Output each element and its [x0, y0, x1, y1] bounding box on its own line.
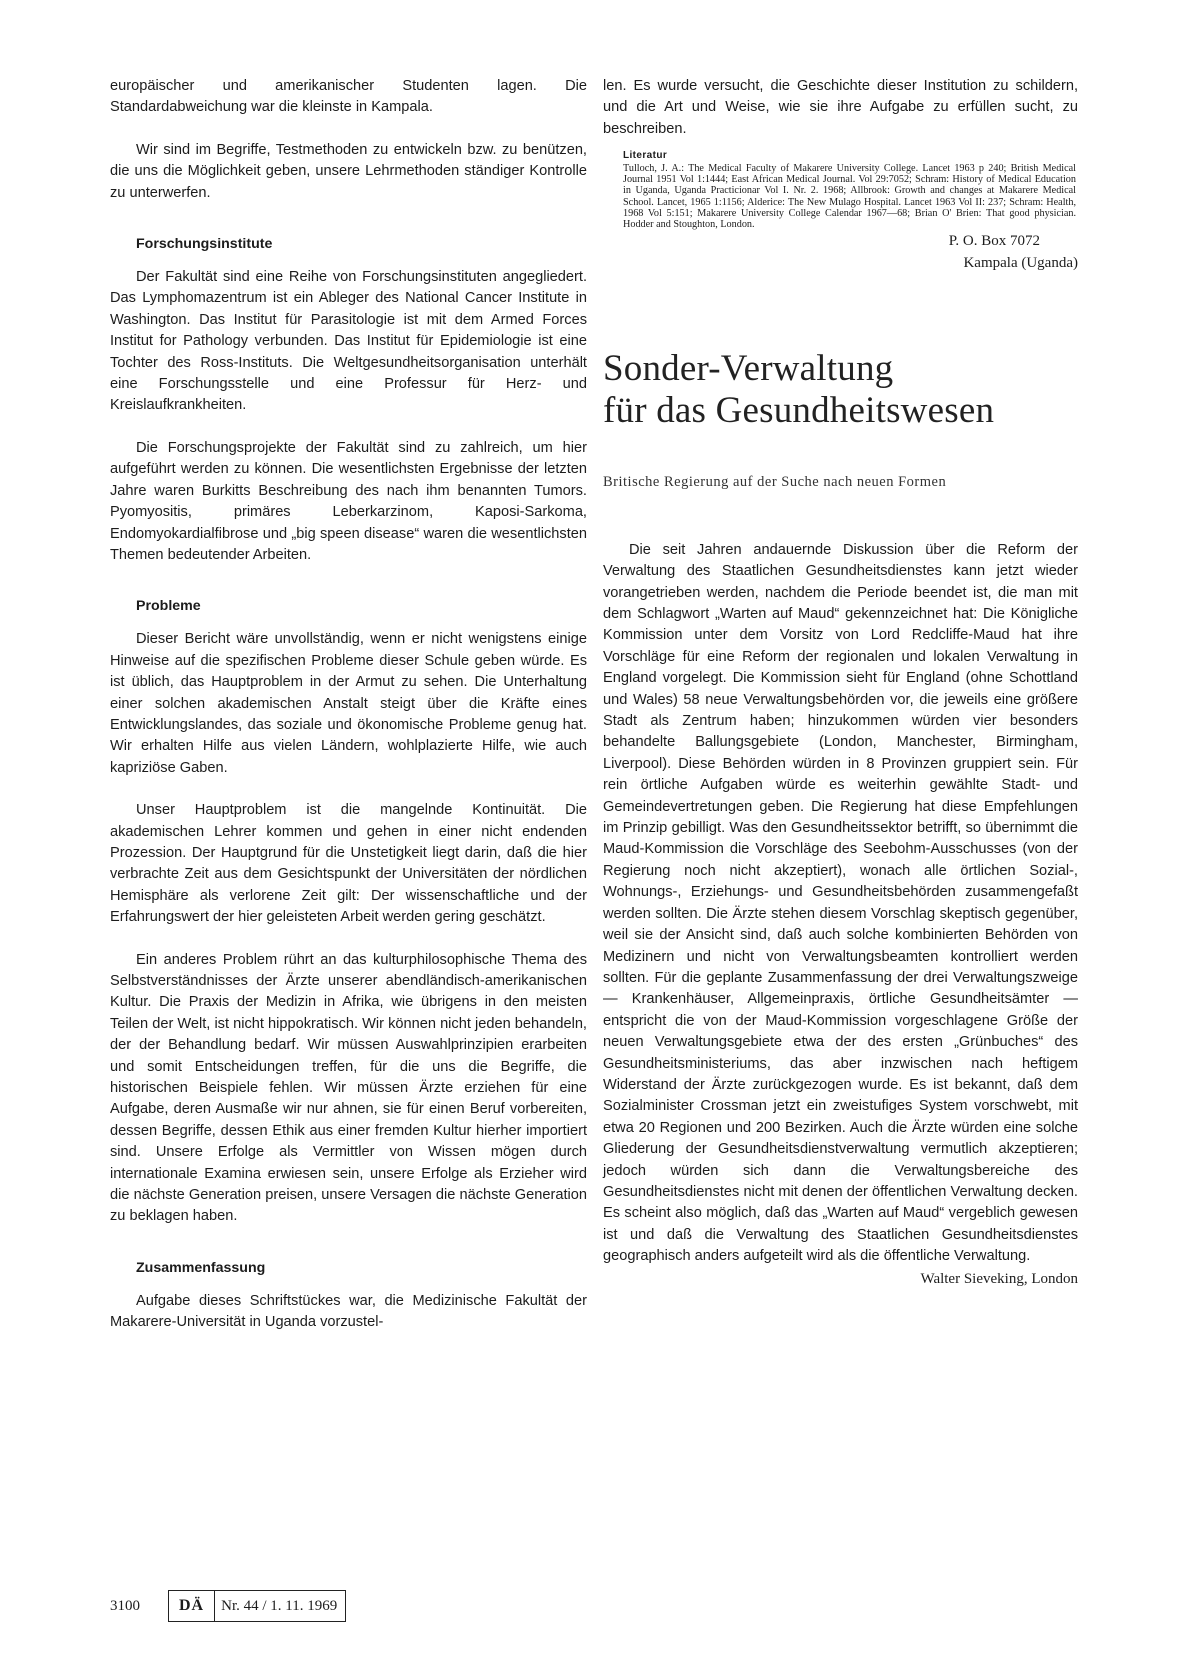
- section-heading-zusammenfassung: Zusammenfassung: [136, 1259, 266, 1276]
- headline-line-2: für das Gesundheitswesen: [603, 389, 995, 431]
- right-column: [603, 76, 1078, 1290]
- issue-info: Nr. 44 / 1. 11. 1969: [221, 1597, 338, 1614]
- paragraph-zusammenfassung: Aufgabe dieses Schriftstückes war, die Medizinische Fakultät der Makarere-Universität in Uganda vorzustel-: [110, 1292, 587, 1331]
- paragraph-continuation: europäischer und amerikanischer Studenten lagen. Die Standardabweichung war die kleinste in Kampala.: [110, 78, 587, 116]
- address-line-2: Kampala (Uganda): [963, 254, 1078, 271]
- page-footer: [110, 1590, 346, 1622]
- paragraph-forschungsinstitute: Der Fakultät sind eine Reihe von Forschungsinstituten angegliedert. Das Lymphomazentrum ist ein Ableger des National Cancer Institute in Washington. Das Institut für Parasitologie ist mit dem Armed Forces Institut for Pathology verbunden. Das Institut für Epidemiologie ist eine Tochter des Ross-Instituts. Die Weltgesundheitsorganisation unterhält eine Forschungsstelle und eine Professur für Herz- und Kreislaufkrankheiten.: [110, 269, 587, 414]
- headline-line-1: Sonder-Verwaltung: [603, 347, 894, 389]
- journal-logo: DÄ: [169, 1591, 215, 1621]
- article-signature: Walter Sieveking, London: [920, 1270, 1078, 1287]
- journal-box: [168, 1590, 346, 1622]
- literature-references: Tulloch, J. A.: The Medical Faculty of Makarere University College. Lancet 1963 p 240; British Medical Journal 1951 Vol 1:1444; East African Medical Journal. Vol 29:7052; Schram: History of Medical Education in Uganda, Uganda Practicionar Vol I. Nr. 2. 1968; Allbrook: Growth and changes at Makarere Medical School. Lancet, 1965 1:1156; Alderice: The New Mulago Hospital. Lancet 1963 Vol II: 237; Schram: Health, 1968 Vol 5:151; Makarere University College Calendar 1967—68; Brian O' Brien: That good physician. Hodder and Stoughton, London.: [623, 163, 1076, 230]
- literature-heading: Literatur: [623, 150, 668, 162]
- paragraph-kulturphilosophie: Ein anderes Problem rührt an das kulturphilosophische Thema des Selbstverständnisses der Ärzte unserer abendländisch-amerikanischen Kultur. Die Praxis der Medizin in Afrika, wie übrigens in den meisten Teilen der Welt, ist nicht hippokratisch. Wir können nicht jeden behandeln, der der Behandlung bedarf. Wir müssen Auswahlprinzipien erarbeiten und somit Entscheidungen treffen, für die uns die Begriffe, die historischen Beispiele fehlen. Wir müssen Ärzte erziehen für eine Aufgabe, deren Ausmaße wir nur ahnen, sie für einen Beruf vorbereiten, dessen Begriffe, dessen Ethik aus einer fremden Kultur hierher importiert sind. Unsere Erfolge als Vermittler von Wissen mögen durch internationale Examina erwiesen sein, unsere Erfolge als Erzieher wird die nächste Generation preisen, unsere Versagen die nächste Generation zu beklagen haben.: [110, 951, 587, 1225]
- article-body: Die seit Jahren andauernde Diskussion über die Reform der Verwaltung des Staatlichen Gesundheitsdienstes kann jetzt wieder vorangetrieben werden, nachdem die Periode beendet ist, die man mit dem Schlagwort „Warten auf Maud“ gekennzeichnet hat: Die Königliche Kommission unter dem Vorsitz von Lord Redcliffe-Maud hat ihre Vorschläge für eine Reform der regionalen und lokalen Verwaltung in England vorgelegt. Die Kommission sieht für England (ohne Schottland und Wales) 58 neue Verwaltungsbehörden vor, die jeweils eine größere Stadt als Zentrum haben; hinzukommen würden vier besonders behandelte Ballungsgebiete (London, Manchester, Birmingham, Liverpool). Diese Behörden würden in 8 Provinzen gruppiert sein. Für rein örtliche Aufgaben würde es weiterhin gewählte Stadt- und Gemeindevertretungen geben. Die Regierung hat diese Empfehlungen im Prinzip gebilligt. Was den Gesundheitssektor betrifft, so übernimmt die Maud-Kommission die Vorschläge des Seebohm-Ausschusses (von der Regierung noch nicht akzeptiert), wonach alle örtlichen Sozial-, Wohnungs-, Erziehungs- und Gesundheitsbehörden zusammengefaßt werden sollten. Die Ärzte stehen diesem Vorschlag skeptisch gegenüber, weil sie der Ansicht sind, daß auch solche kombinierten Behörden von Medizinern und nicht von Verwaltungsbeamten kontrolliert werden sollten. Für die geplante Zusammenfassung der drei Verwaltungszweige — Krankenhäuser, Allgemeinpraxis, örtliche Gesundheitsämter — entspricht die von der Maud-Kommission vorgeschlagene Größe der neuen Verwaltungsgebiete etwa der des ersten „Grünbuches“ des Gesundheitsministeriums, das aber inzwischen nach heftigem Widerstand der Ärzte zurückgezogen wurde. Es ist bekannt, daß dem Sozialminister Crossman jetzt ein zweistufiges System vorschwebt, mit etwa 20 Regionen und 200 Bezirken. Auch die Ärzte würden eine solche Gliederung der Gesundheitsdienstverwaltung vermutlich akzeptieren; jedoch würden sich dann die Verwaltungsbereiche des Gesundheitsdienstes nicht mit denen der öffentlichen Verwaltung decken. Es scheint also möglich, daß das „Warten auf Maud“ vergeblich gewesen ist und daß die Verwaltung des Staatlichen Gesundheitsdienstes geographisch anders aufgeteilt wird als die öffentliche Verwaltung.: [603, 541, 1078, 1265]
- paragraph-forschungsprojekte: Die Forschungsprojekte der Fakultät sind zu zahlreich, um hier aufgeführt werden zu können. Die wesentlichsten Ergebnisse der letzten Jahre waren Burkitts Beschreibung des nach ihm benannten Tumors. Pyomyositis, primäres Leberkarzinom, Kaposi-Sarkoma, Endomyokardialfibrose und „big speen disease“ waren die wesentlichsten Themen bedeutender Arbeiten.: [110, 439, 587, 563]
- article-subtitle: Britische Regierung auf der Suche nach neuen Formen: [603, 473, 947, 490]
- section-heading-forschungsinstitute: Forschungsinstitute: [136, 236, 273, 253]
- paragraph-kontinuitaet: Unser Hauptproblem ist die mangelnde Kontinuität. Die akademischen Lehrer kommen und gehen in einer nicht endenden Prozession. Der Hauptgrund für die Unstetigkeit liegt darin, daß die hier verbrachte Zeit aus dem Gesichtspunkt der Universitäten der nördlichen Hemisphäre als verlorene Zeit gilt: Der wissenschaftliche und der Erfahrungswert der hier geleisteten Arbeit werden gering geschätzt.: [110, 802, 587, 926]
- address-line-1: P. O. Box 7072: [948, 232, 1040, 249]
- paragraph-testmethoden: Wir sind im Begriffe, Testmethoden zu entwickeln bzw. zu benützen, die uns die Möglichkeit geben, unsere Lehrmethoden ständiger Kontrolle zu unterwerfen.: [110, 141, 587, 201]
- paragraph-probleme: Dieser Bericht wäre unvollständig, wenn er nicht wenigstens einige Hinweise auf die spezifischen Probleme dieser Schule geben würde. Es ist üblich, das Hauptproblem in der Armut zu sehen. Die Unterhaltung einer solchen akademischen Anstalt steigt über die Kräfte eines Entwicklungslandes, das soziale und ökonomische Probleme genug hat. Wir erhalten Hilfe aus vielen Ländern, wohlplazierte Hilfe, wie auch kapriziöse Gaben.: [110, 631, 587, 776]
- page-number: 3100: [110, 1597, 140, 1614]
- paragraph-continuation-right: len. Es wurde versucht, die Geschichte dieser Institution zu schildern, und die Art und Weise, wie sie ihre Aufgabe zu erfüllen sucht, zu beschreiben.: [603, 78, 1078, 137]
- author-address: [603, 230, 1078, 274]
- left-column: [110, 76, 587, 1334]
- article-headline: [603, 348, 1078, 432]
- section-heading-probleme: Probleme: [136, 598, 201, 615]
